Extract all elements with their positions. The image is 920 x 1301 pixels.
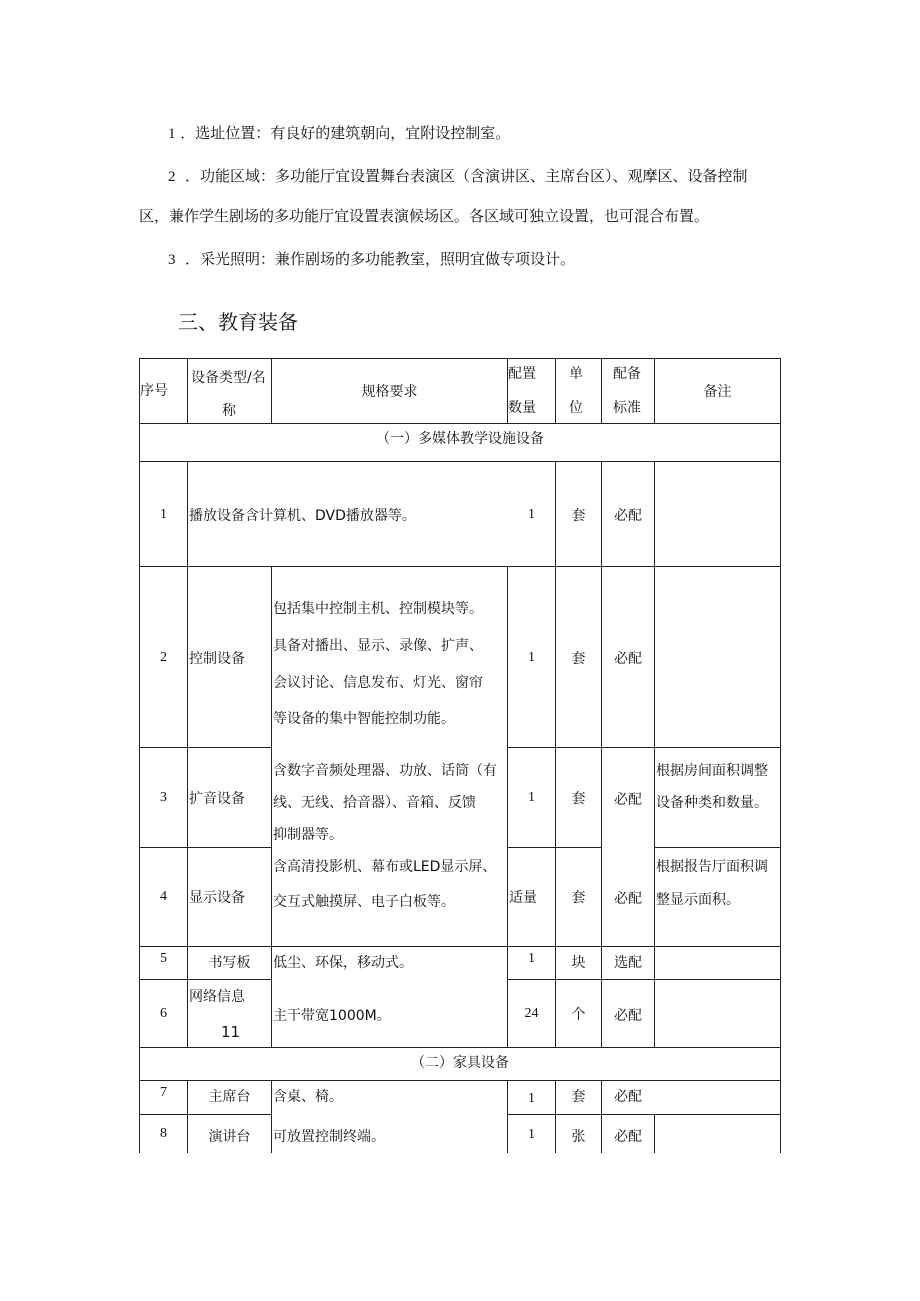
header-note: 备注	[703, 384, 732, 400]
header-unit-line1: 单	[569, 366, 583, 382]
table-rule	[654, 847, 781, 848]
table-rule	[507, 847, 601, 848]
row-2-seq: 2	[160, 650, 167, 665]
row-2-qty: 1	[528, 650, 535, 665]
table-rule	[139, 461, 781, 462]
table-rule	[139, 747, 272, 748]
row-4-unit: 套	[571, 890, 586, 906]
row-6-type-line2: 11	[221, 1023, 241, 1041]
header-seq: 序号	[140, 383, 168, 399]
row-5-spec: 低尘、环保，移动式。	[273, 955, 413, 971]
paragraph-2-text: ．功能区域：多功能厅宜设置舞台表演区（含演讲区、主席台区）、观摩区、设备控制	[185, 167, 748, 185]
row-6-unit: 个	[571, 1007, 586, 1023]
row-6-spec: 主干带宽1000M。	[273, 1008, 391, 1024]
row-3-type: 扩音设备	[189, 791, 245, 807]
row-3-spec-line: 抑制器等。	[273, 827, 343, 843]
row-4-spec-line: 交互式触摸屏、电子白板等。	[273, 894, 455, 910]
section-title: 三、教育装备	[178, 310, 298, 334]
table-border-right	[780, 358, 781, 1153]
row-2-std: 必配	[614, 651, 642, 667]
row-4-seq: 4	[160, 889, 167, 904]
row-6-std: 必配	[614, 1008, 642, 1024]
table-rule	[139, 1047, 781, 1048]
row-3-spec-line: 含数字音频处理器、功放、话筒（有	[273, 763, 497, 779]
row-7-type: 主席台	[208, 1089, 251, 1105]
table-rule	[654, 1114, 655, 1153]
row-1-seq: 1	[160, 507, 167, 522]
header-qty-line1: 配置	[508, 366, 536, 382]
table-rule	[601, 358, 602, 423]
row-3-seq: 3	[160, 790, 167, 805]
row-7-unit: 套	[571, 1089, 586, 1105]
row-8-unit: 张	[571, 1129, 586, 1145]
paragraph-3-number: 3	[168, 252, 176, 268]
table-rule	[187, 358, 188, 423]
table-rule	[507, 1114, 781, 1115]
row-3-std: 必配	[614, 792, 642, 808]
paragraph-1-text: ．选址位置：有良好的建筑朝向，宜附设控制室。	[180, 124, 511, 142]
paragraph-2	[168, 166, 748, 187]
row-3-note-line: 设备种类和数量。	[656, 795, 768, 811]
row-5-std: 选配	[614, 955, 642, 971]
table-rule	[139, 1080, 781, 1081]
row-3-note-line: 根据房间面积调整	[656, 763, 768, 779]
row-5-unit: 块	[571, 955, 586, 971]
row-5-qty: 1	[528, 951, 535, 966]
paragraph-1-number: 1	[168, 126, 176, 142]
table-rule	[139, 1114, 272, 1115]
row-1-qty: 1	[528, 507, 535, 522]
table-rule	[271, 566, 272, 1047]
header-unit-line2: 位	[569, 400, 583, 416]
table-rule	[139, 566, 781, 567]
header-std-line1: 配备	[613, 366, 641, 382]
row-1-unit: 套	[571, 508, 586, 524]
table-rule	[507, 747, 781, 748]
row-7-qty: 1	[528, 1091, 535, 1106]
row-4-spec-line: 含高清投影机、幕布或LED显示屏、	[273, 859, 497, 875]
row-2-spec-line: 包括集中控制主机、控制模块等。	[273, 601, 483, 617]
row-4-qty: 适量	[509, 890, 537, 906]
row-4-note-line: 根据报告厅面积调	[656, 859, 768, 875]
paragraph-3	[168, 249, 575, 270]
row-3-unit: 套	[571, 791, 586, 807]
row-2-spec-line: 等设备的集中智能控制功能。	[273, 711, 455, 727]
paragraph-2-continued: 区，兼作学生剧场的多功能厅宜设置表演候场区。各区域可独立设置，也可混合布置。	[139, 207, 710, 225]
row-8-std: 必配	[614, 1129, 642, 1145]
row-4-note-line: 整显示面积。	[656, 892, 740, 908]
header-type-line2: 称	[222, 403, 236, 419]
row-8-type: 演讲台	[208, 1129, 251, 1145]
row-8-seq: 8	[160, 1126, 167, 1141]
row-3-qty: 1	[528, 790, 535, 805]
table-rule	[507, 979, 781, 980]
table-border-left	[139, 358, 140, 1153]
row-8-spec: 可放置控制终端。	[273, 1129, 385, 1145]
group-heading-furniture: （二）家具设备	[411, 1055, 509, 1071]
row-1-std: 必配	[614, 508, 642, 524]
paragraph-2-number: 2	[168, 169, 176, 185]
header-type-line1: 设备类型/名	[191, 370, 266, 386]
group-heading-multimedia: （一）多媒体教学设施设备	[376, 431, 544, 447]
row-2-unit: 套	[571, 651, 586, 667]
row-2-type: 控制设备	[189, 651, 245, 667]
paragraph-1	[168, 123, 510, 144]
row-6-qty: 24	[524, 1006, 539, 1021]
table-rule	[139, 979, 272, 980]
paragraph-3-text: ．采光照明：兼作剧场的多功能教室，照明宜做专项设计。	[185, 250, 576, 268]
row-1-spec: 播放设备含计算机、DVD播放器等。	[189, 508, 416, 524]
row-2-spec-line: 具备对播出、显示、录像、扩声、	[273, 638, 483, 654]
row-5-seq: 5	[160, 951, 167, 966]
header-std-line2: 标准	[613, 400, 641, 416]
row-6-type-line1: 网络信息	[189, 989, 245, 1005]
header-spec: 规格要求	[361, 384, 418, 400]
row-4-std: 必配	[614, 891, 642, 907]
table-rule	[139, 423, 781, 424]
row-8-qty: 1	[528, 1127, 535, 1142]
row-6-seq: 6	[160, 1006, 167, 1021]
row-7-std: 必配	[614, 1089, 642, 1105]
table-rule	[271, 1080, 272, 1153]
row-2-spec-line: 会议讨论、信息发布、灯光、窗帘	[273, 675, 483, 691]
table-rule	[139, 946, 781, 947]
row-7-seq: 7	[160, 1085, 167, 1100]
table-rule	[555, 358, 556, 423]
row-4-type: 显示设备	[189, 890, 245, 906]
row-3-spec-line: 线、无线、拾音器）、音箱、反馈	[273, 795, 476, 811]
header-qty-line2: 数量	[508, 400, 536, 416]
table-rule	[139, 847, 272, 848]
table-rule	[654, 461, 655, 1047]
table-border-top	[139, 358, 781, 359]
row-5-type: 书写板	[208, 955, 251, 971]
row-7-spec: 含桌、椅。	[273, 1089, 343, 1105]
